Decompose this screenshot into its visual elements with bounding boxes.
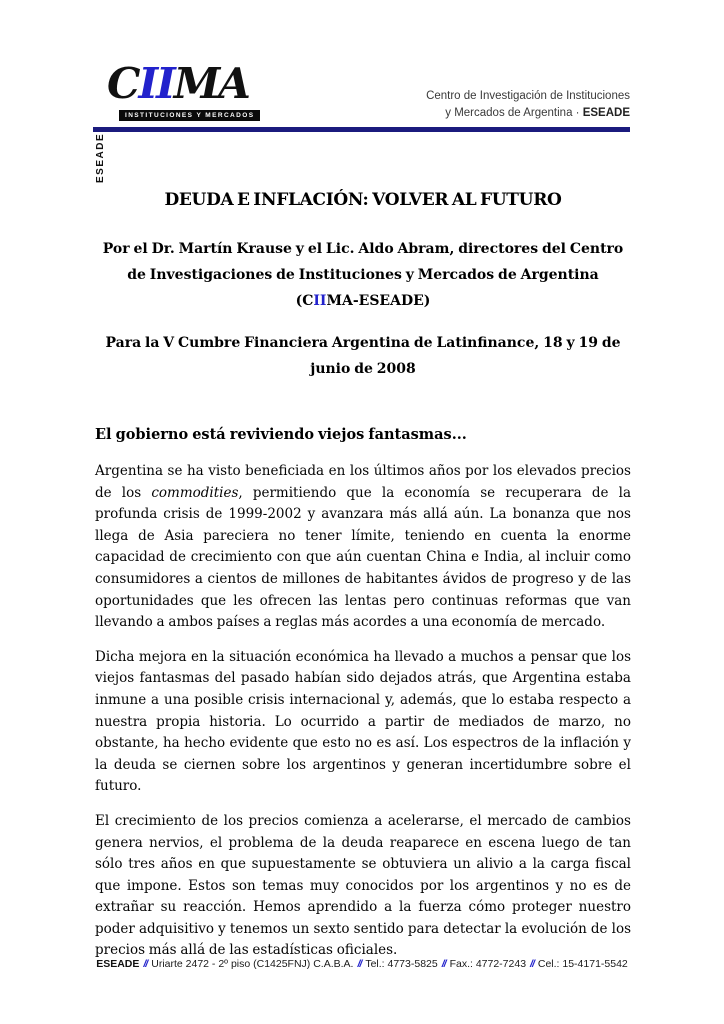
logo-tagline: INSTITUCIONES Y MERCADOS	[119, 110, 260, 121]
document-title: DEUDA E INFLACIÓN: VOLVER AL FUTURO	[164, 190, 562, 210]
byline-part1: Por el Dr. Martín Krause y el Lic. Aldo Abram, directores del Centro de Investigaciones de Instituciones y Mercados de Argentina (C	[102, 241, 624, 309]
paragraph-1-italic-commodities: commodities	[151, 484, 239, 501]
section-heading: El gobierno está reviviendo viejos fantasmas...	[95, 426, 467, 443]
footer-phone: Tel.: 4773-5825	[365, 958, 438, 970]
org-name-line2: y Mercados de Argentina · ESEADE	[445, 107, 630, 119]
ciima-letter-c: C	[107, 59, 139, 108]
paragraph-1	[95, 461, 631, 634]
ciima-letters-ma: MA	[173, 59, 249, 108]
org-name-eseade: ESEADE	[582, 107, 630, 119]
byline-ciima-ii: II	[313, 293, 327, 309]
ciima-logotype	[107, 60, 249, 108]
footer-separator-icon: //	[530, 958, 534, 970]
org-name-line1: Centro de Investigación de Instituciones	[426, 90, 630, 102]
byline	[95, 236, 631, 314]
header-divider-bar	[93, 127, 630, 132]
ciima-logo	[93, 59, 255, 183]
footer-address: Uriarte 2472 - 2º piso (C1425FNJ) C.A.B.A.	[151, 958, 354, 970]
document-body	[95, 190, 631, 962]
footer-cell: Cel.: 15-4171-5542	[537, 958, 628, 970]
eseade-vertical-logo-text: ESEADE	[95, 132, 106, 183]
paragraph-3: El crecimiento de los precios comienza a acelerarse, el mercado de cambios genera nervios, el problema de la deuda reaparece en escena luego de tan sólo tres años en que supuestamente se obtuviera un alivio a la carga fiscal que impone. Estos son temas muy conocidos por los argentinos y no es de extrañar su reacción. Hemos aprendido a la fuerza cómo proteger nuestro poder adquisitivo y tenemos un sexto sentido para detectar la evolución de los precios más allá de las estadísticas oficiales.	[95, 812, 631, 959]
byline-part2: MA-ESEADE)	[326, 293, 431, 309]
footer-separator-icon: //	[357, 958, 362, 970]
footer-eseade: ESEADE	[96, 958, 140, 970]
page-footer	[0, 956, 724, 972]
footer-fax: Fax.: 4772-7243	[449, 958, 527, 970]
footer-separator-icon: //	[441, 958, 446, 970]
paragraph-1-part-b: , permitiendo que la economía se recuperara de la profunda crisis de 1999-2002 y avanzara más allá aún. La bonanza que nos llega de Asia pareciera no tener límite, teniendo en cuenta la enorme capacidad de crecimiento con que aún cuentan China e India, al incluir como consumidores a cientos de millones de habitantes ávidos de progreso y de las oportunidades que les ofrecen las lentas pero continuas reformas que van llevando a ambos países a reglas más acordes a una economía de mercado.	[95, 484, 631, 631]
ciima-letters-ii: II	[138, 59, 174, 108]
org-name	[426, 88, 630, 122]
event-line: Para la V Cumbre Financiera Argentina de Latinfinance, 18 y 19 de junio de 2008	[105, 335, 621, 377]
paragraph-1-part-a: Argentina se ha visto beneficiada en los últimos años por los elevados precios de los	[95, 463, 631, 501]
footer-separator-icon: //	[143, 958, 148, 970]
paragraph-2: Dicha mejora en la situación económica ha llevado a muchos a pensar que los viejos fantasmas del pasado habían sido dejados atrás, que Argentina estaba inmune a una posible crisis internacional y, además, que lo estaba respecto a nuestra propia historia. Lo ocurrido a partir de mediados de marzo, no obstante, ha hecho evidente que esto no es así. Los espectros de la inflación y la deuda se ciernen sobre los argentinos y generan incertidumbre sobre el futuro.	[95, 648, 631, 795]
